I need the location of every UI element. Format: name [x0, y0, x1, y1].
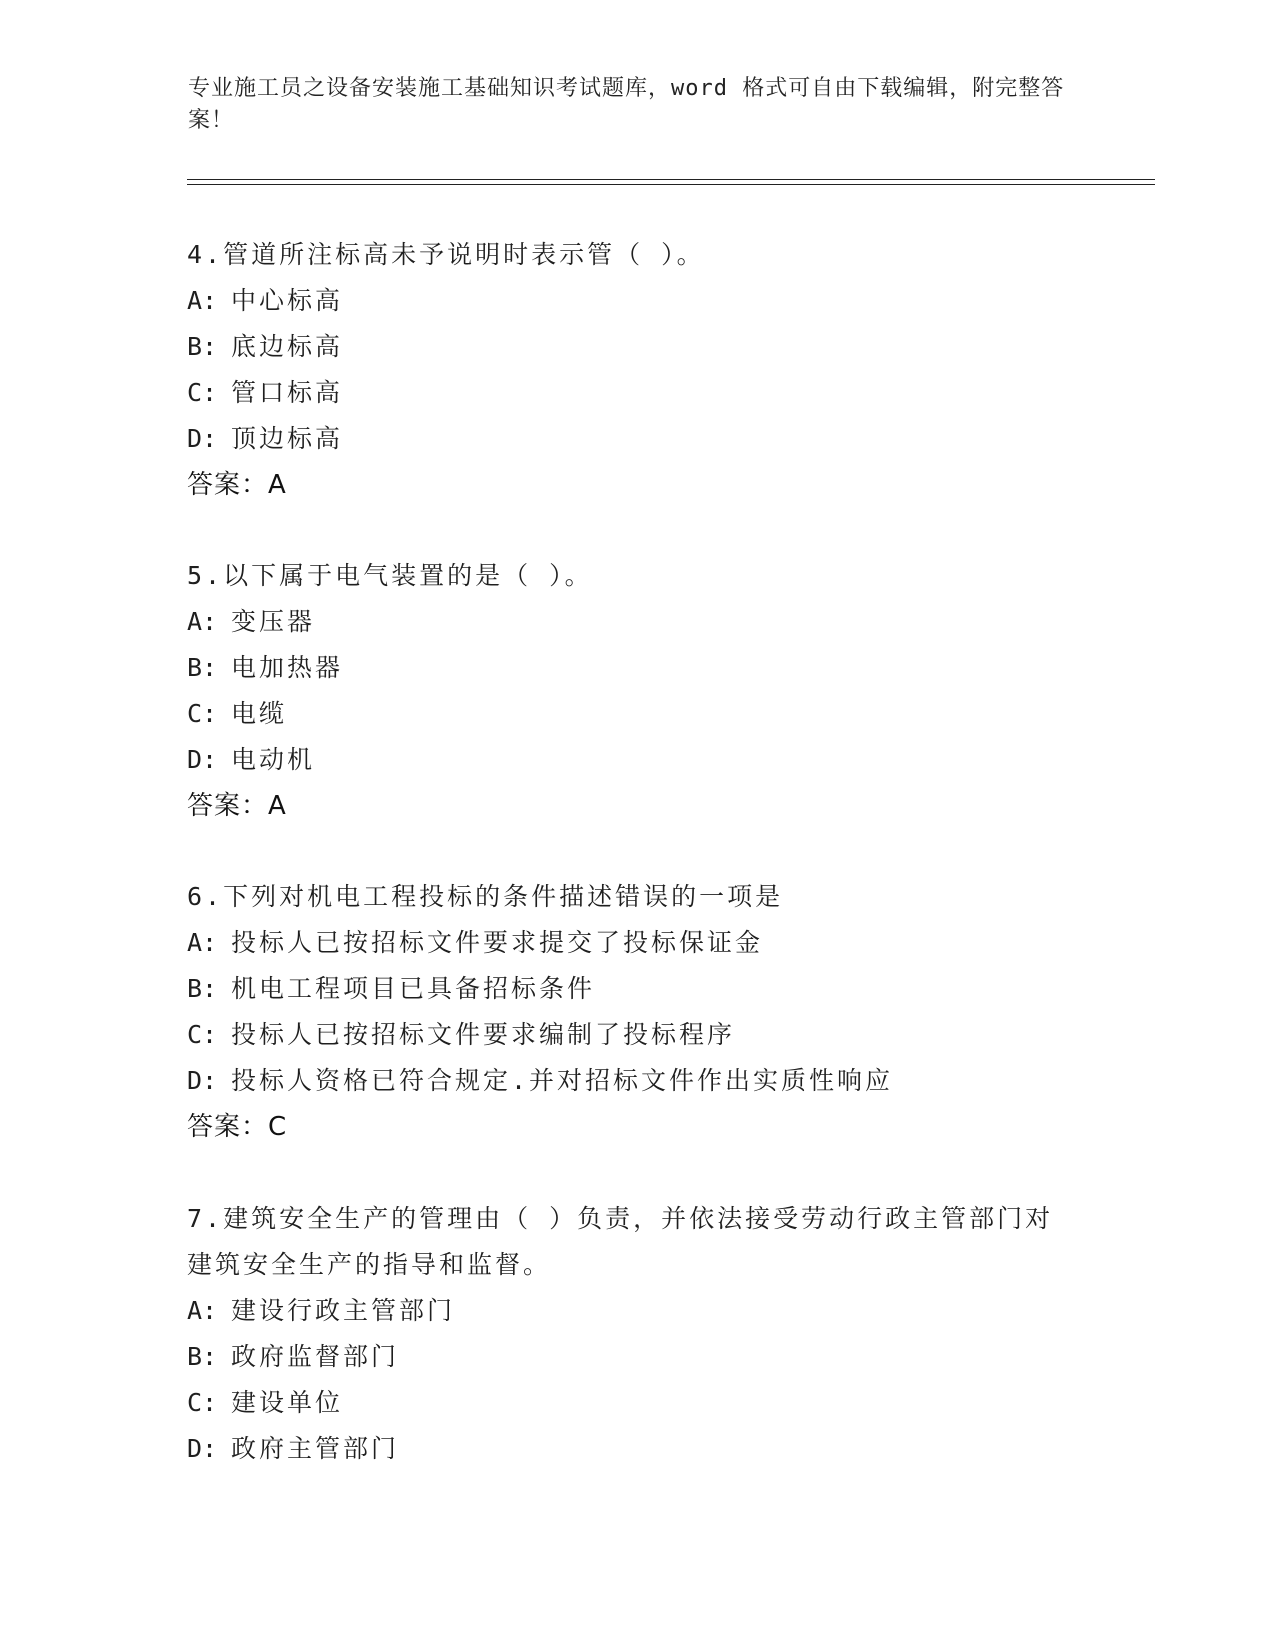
question-stem: 4.管道所注标高未予说明时表示管（ ）。	[187, 240, 705, 269]
header-divider-bottom	[187, 184, 1155, 185]
option-letter: B:	[187, 653, 218, 682]
option-letter: A:	[187, 607, 218, 636]
option-b	[187, 324, 1087, 370]
question-5	[187, 553, 1087, 829]
option-text: 中心标高	[231, 286, 344, 315]
document-header: 专业施工员之设备安装施工基础知识考试题库，word 格式可自由下载编辑，附完整答案！	[188, 76, 1065, 133]
option-letter: D:	[187, 1434, 218, 1463]
option-text: 建设行政主管部门	[231, 1296, 456, 1325]
question-6	[187, 874, 1087, 1150]
question-7	[187, 1196, 1087, 1472]
option-b	[187, 966, 1087, 1012]
answer-line: 答案：C	[187, 1112, 288, 1142]
option-text: 变压器	[231, 607, 316, 636]
option-text: 机电工程项目已具备招标条件	[231, 974, 596, 1003]
option-c	[187, 370, 1087, 416]
option-a	[187, 278, 1087, 324]
option-letter: B:	[187, 974, 218, 1003]
question-stem: 6.下列对机电工程投标的条件描述错误的一项是	[187, 882, 784, 911]
option-letter: C:	[187, 699, 218, 728]
option-letter: D:	[187, 745, 218, 774]
option-letter: A:	[187, 1296, 218, 1325]
option-text: 管口标高	[231, 378, 344, 407]
option-letter: C:	[187, 378, 218, 407]
option-letter: D:	[187, 424, 218, 453]
option-a	[187, 599, 1087, 645]
option-text: 投标人资格已符合规定.并对招标文件作出实质性响应	[231, 1066, 894, 1095]
option-letter: D:	[187, 1066, 218, 1095]
option-text: 电动机	[231, 745, 316, 774]
answer-line: 答案：A	[187, 470, 287, 500]
option-text: 电缆	[231, 699, 288, 728]
option-b	[187, 645, 1087, 691]
header-divider-top	[187, 179, 1155, 180]
option-text: 政府监督部门	[231, 1342, 400, 1371]
option-c	[187, 1380, 1087, 1426]
option-text: 投标人已按招标文件要求编制了投标程序	[231, 1020, 736, 1049]
option-d	[187, 416, 1087, 462]
option-text: 投标人已按招标文件要求提交了投标保证金	[231, 928, 764, 957]
option-letter: A:	[187, 286, 218, 315]
option-letter: B:	[187, 1342, 218, 1371]
option-b	[187, 1334, 1087, 1380]
option-d	[187, 1426, 1087, 1472]
question-stem: 7.建筑安全生产的管理由（ ）负责，并依法接受劳动行政主管部门对建筑安全生产的指导和监督。	[187, 1204, 1054, 1279]
option-a	[187, 1288, 1087, 1334]
question-4	[187, 232, 1087, 508]
option-c	[187, 1012, 1087, 1058]
option-letter: C:	[187, 1020, 218, 1049]
option-text: 顶边标高	[231, 424, 344, 453]
question-stem: 5.以下属于电气装置的是（ ）。	[187, 561, 593, 590]
option-text: 底边标高	[231, 332, 344, 361]
option-d	[187, 737, 1087, 783]
option-letter: B:	[187, 332, 218, 361]
option-text: 政府主管部门	[231, 1434, 400, 1463]
option-text: 建设单位	[231, 1388, 344, 1417]
answer-line: 答案：A	[187, 791, 287, 821]
option-letter: A:	[187, 928, 218, 957]
option-letter: C:	[187, 1388, 218, 1417]
option-c	[187, 691, 1087, 737]
option-a	[187, 920, 1087, 966]
option-d	[187, 1058, 1087, 1104]
option-text: 电加热器	[231, 653, 344, 682]
